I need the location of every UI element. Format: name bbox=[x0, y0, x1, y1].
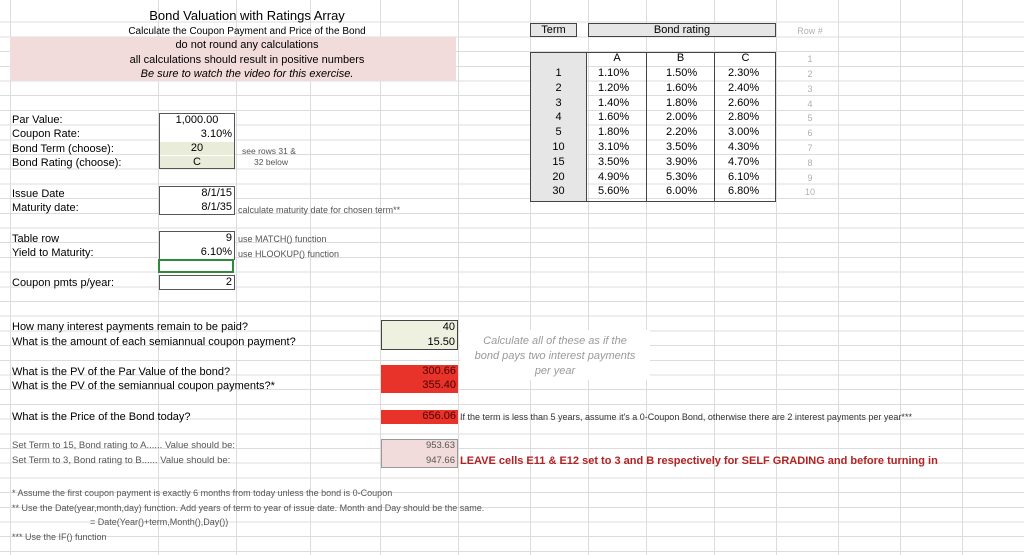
row-number: 10 bbox=[804, 187, 815, 198]
footnote-3: = Date(Year()+term,Month(),Day()) bbox=[90, 517, 229, 527]
rating-c-cell: 2.80% bbox=[728, 111, 760, 124]
row-number: 8 bbox=[807, 157, 813, 168]
rating-c-cell: 4.30% bbox=[728, 141, 760, 153]
hlookup-hint: use HLOOKUP() function bbox=[238, 249, 340, 259]
par-value-label: Par Value: bbox=[12, 114, 63, 126]
rating-a-cell: 5.60% bbox=[598, 185, 630, 198]
term-cell: 1 bbox=[555, 67, 562, 79]
rating-a-cell: 1.40% bbox=[598, 96, 630, 109]
calc-note-line-3: per year bbox=[534, 365, 576, 377]
col-header-b: B bbox=[676, 52, 685, 64]
term-cell: 30 bbox=[552, 185, 565, 198]
term-cell: 15 bbox=[552, 155, 565, 168]
self-grading-warning: LEAVE cells E11 & E12 set to 3 and B respectively for SELF GRADING and before turning in bbox=[460, 455, 938, 467]
instruction-video: Be sure to watch the video for this exercise. bbox=[140, 68, 354, 80]
check-1-label: Set Term to 15, Bond rating to A...... Value should be: bbox=[12, 440, 236, 451]
row-number-header: Row # bbox=[797, 26, 823, 36]
rating-a-cell: 1.20% bbox=[598, 81, 630, 94]
row-number: 5 bbox=[807, 113, 813, 124]
rating-b-cell: 2.00% bbox=[666, 111, 698, 124]
par-value-cell[interactable]: 1,000.00 bbox=[175, 114, 219, 126]
rating-a-cell: 1.60% bbox=[598, 111, 630, 124]
answer-bond-price[interactable]: 656.06 bbox=[381, 410, 458, 424]
check-2-value: 947.66 bbox=[425, 455, 455, 466]
answer-pv-par[interactable]: 300.66 bbox=[381, 365, 458, 379]
maturity-date-label: Maturity date: bbox=[12, 202, 79, 214]
ytm-label: Yield to Maturity: bbox=[12, 247, 94, 259]
term-header: Term bbox=[530, 23, 577, 37]
subtitle: Calculate the Coupon Payment and Price of the Bond bbox=[128, 26, 366, 37]
row-number: 7 bbox=[807, 143, 813, 153]
coupon-pmts-label: Coupon pmts p/year: bbox=[12, 277, 115, 289]
footnote-2: ** Use the Date(year,month,day) function. Add years of term to year of issue date. Month and Day should be the same. bbox=[12, 503, 485, 513]
rating-b-cell: 3.50% bbox=[666, 141, 698, 153]
rating-c-cell: 6.10% bbox=[728, 170, 760, 183]
term-cell: 10 bbox=[552, 141, 565, 153]
rating-b-cell: 3.90% bbox=[666, 155, 698, 168]
row-number: 3 bbox=[807, 83, 813, 94]
term-cell: 5 bbox=[555, 126, 562, 139]
term-cell: 4 bbox=[555, 111, 562, 124]
bond-rating-select[interactable]: C bbox=[193, 156, 201, 168]
rating-c-cell: 6.80% bbox=[728, 185, 760, 198]
footnote-4: *** Use the IF() function bbox=[12, 532, 107, 542]
ytm-cell[interactable]: 6.10% bbox=[200, 246, 232, 258]
rating-b-cell: 1.80% bbox=[666, 96, 698, 109]
rating-b-cell: 6.00% bbox=[666, 185, 698, 198]
check-1-value: 953.63 bbox=[425, 440, 455, 451]
col-header-c: C bbox=[741, 52, 750, 64]
question-payments-remaining: How many interest payments remain to be paid? bbox=[12, 321, 249, 333]
rating-c-cell: 4.70% bbox=[728, 155, 760, 168]
rating-c-cell: 2.60% bbox=[728, 96, 760, 109]
page-title: Bond Valuation with Ratings Array bbox=[149, 8, 345, 23]
question-bond-price: What is the Price of the Bond today? bbox=[12, 411, 191, 423]
rating-b-cell: 2.20% bbox=[666, 126, 698, 139]
maturity-date-cell[interactable]: 8/1/35 bbox=[201, 201, 232, 213]
maturity-hint: calculate maturity date for chosen term** bbox=[238, 205, 401, 215]
row-number: 9 bbox=[807, 172, 813, 183]
col-header-a: A bbox=[613, 52, 621, 64]
bond-rating-label: Bond Rating (choose): bbox=[12, 157, 122, 169]
answer-payments-remaining[interactable]: 40 bbox=[442, 321, 455, 333]
see-rows-note-2: 32 below bbox=[254, 157, 289, 167]
term-cell: 2 bbox=[555, 81, 562, 94]
question-coupon-amount: What is the amount of each semiannual coupon payment? bbox=[12, 336, 296, 348]
rating-a-cell: 3.10% bbox=[598, 141, 630, 153]
issue-date-label: Issue Date bbox=[12, 188, 65, 200]
answer-pv-coupons[interactable]: 355.40 bbox=[381, 379, 458, 393]
rating-c-cell: 3.00% bbox=[728, 126, 760, 139]
bond-term-label: Bond Term (choose): bbox=[12, 143, 114, 155]
table-row-cell[interactable]: 9 bbox=[225, 232, 232, 244]
rating-c-cell: 2.30% bbox=[728, 67, 760, 79]
coupon-pmts-cell[interactable]: 2 bbox=[225, 276, 232, 288]
rating-a-cell: 4.90% bbox=[598, 170, 630, 183]
bond-term-select[interactable]: 20 bbox=[190, 142, 204, 154]
question-pv-par: What is the PV of the Par Value of the bond? bbox=[12, 366, 231, 378]
price-note: If the term is less than 5 years, assume it's a 0-Coupon Bond, otherwise there are 2 interest payments per year*** bbox=[460, 412, 912, 422]
calc-note-line-1: Calculate all of these as if the bbox=[483, 335, 627, 347]
term-cell: 3 bbox=[555, 96, 562, 109]
instruction-no-round: do not round any calculations bbox=[175, 39, 319, 51]
rating-a-cell: 3.50% bbox=[598, 155, 630, 168]
table-row-label: Table row bbox=[12, 233, 60, 245]
issue-date-cell[interactable]: 8/1/15 bbox=[201, 187, 232, 199]
row-number: 1 bbox=[807, 54, 813, 64]
question-pv-coupons: What is the PV of the semiannual coupon payments?* bbox=[12, 380, 275, 392]
row-number: 4 bbox=[807, 98, 813, 109]
selected-cell[interactable] bbox=[158, 259, 234, 273]
rating-b-cell: 1.50% bbox=[666, 67, 698, 79]
row-number: 6 bbox=[807, 128, 813, 139]
calc-note-line-2: bond pays two interest payments bbox=[474, 350, 636, 362]
match-hint: use MATCH() function bbox=[238, 234, 327, 244]
instruction-positive: all calculations should result in positive numbers bbox=[129, 54, 365, 66]
rating-a-cell: 1.10% bbox=[598, 67, 630, 79]
footnote-1: * Assume the first coupon payment is exactly 6 months from today unless the bond is 0-Coupon bbox=[12, 488, 393, 498]
answer-coupon-amount[interactable]: 15.50 bbox=[427, 336, 455, 348]
rating-a-cell: 1.80% bbox=[598, 126, 630, 139]
see-rows-note-1: see rows 31 & bbox=[242, 146, 296, 156]
coupon-rate-cell[interactable]: 3.10% bbox=[200, 128, 232, 140]
check-2-label: Set Term to 3, Bond rating to B...... Value should be: bbox=[12, 455, 231, 466]
rating-b-cell: 5.30% bbox=[666, 170, 698, 183]
term-cell: 20 bbox=[552, 170, 565, 183]
row-number: 2 bbox=[807, 69, 813, 79]
rating-b-cell: 1.60% bbox=[666, 81, 698, 94]
coupon-rate-label: Coupon Rate: bbox=[12, 128, 80, 140]
rating-c-cell: 2.40% bbox=[728, 81, 760, 94]
bond-rating-header: Bond rating bbox=[588, 23, 776, 37]
